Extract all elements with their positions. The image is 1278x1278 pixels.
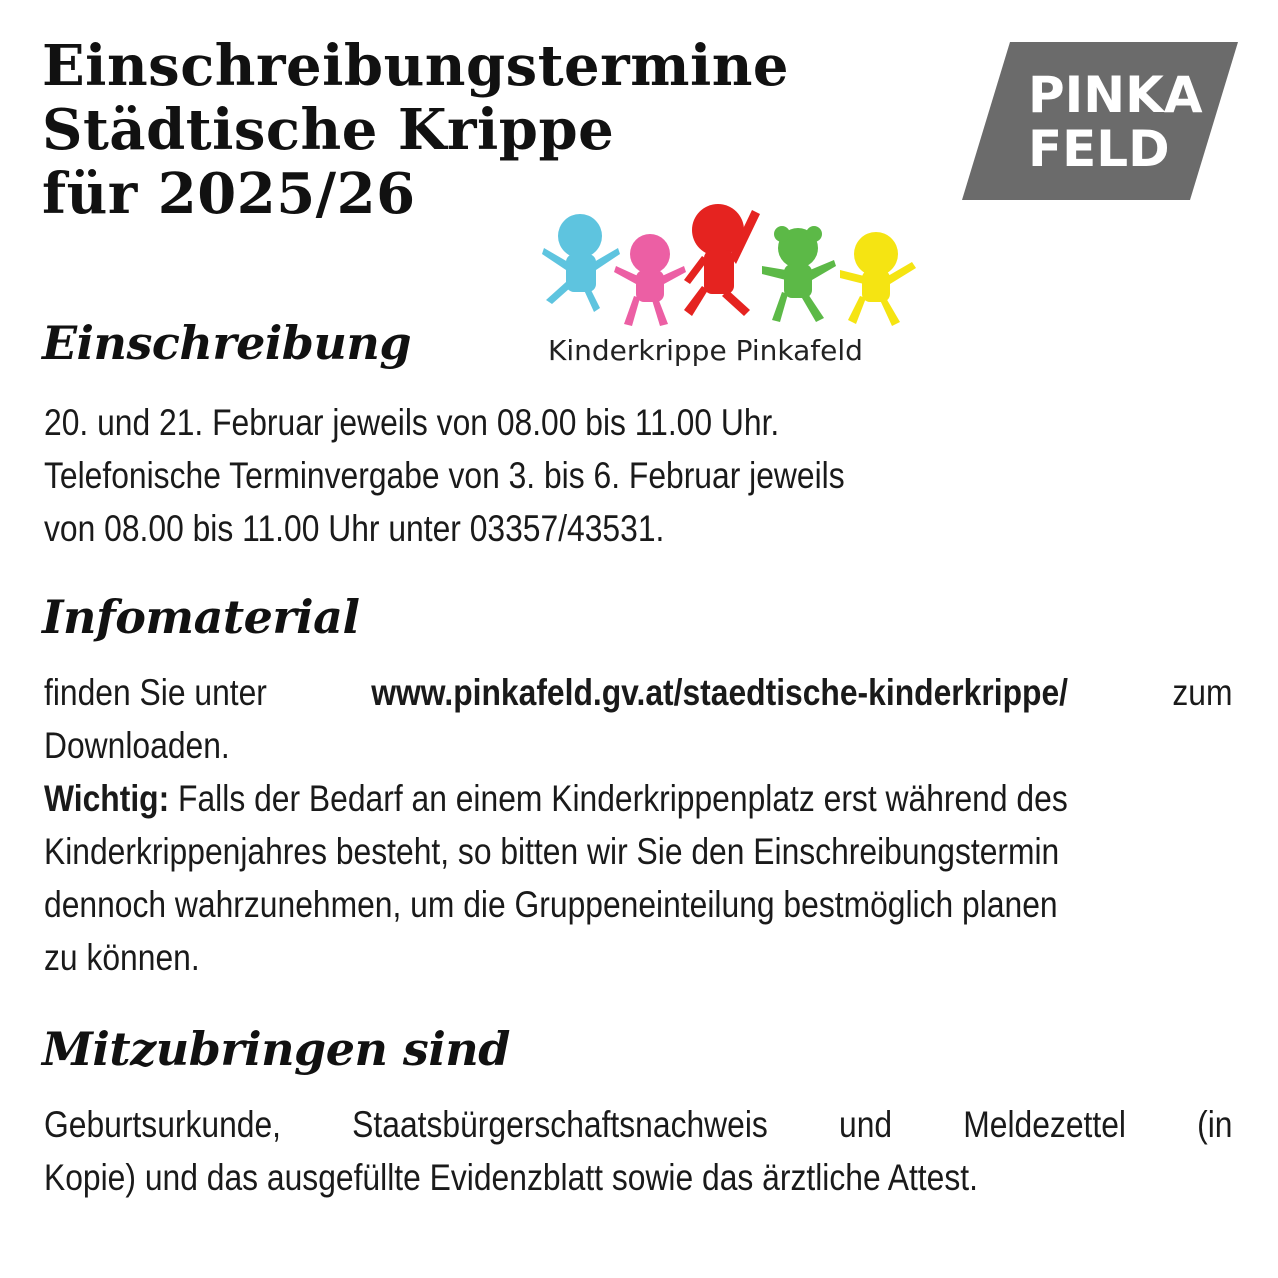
mitzubringen-text <box>44 1098 1233 1204</box>
child-figure-red <box>684 204 760 316</box>
infomaterial-text <box>44 666 1233 984</box>
title-line-3: für 2025/26 <box>42 161 416 227</box>
important-line-3: dennoch wahrzunehmen, um die Gruppeneinteilung bestmöglich planen <box>44 884 1058 925</box>
heading-infomaterial: Infomaterial <box>42 590 360 644</box>
important-line-2: Kinderkrippenjahres besteht, so bitten wir Sie den Einschreibungstermin <box>44 831 1060 872</box>
einschreibung-text <box>44 396 845 555</box>
kids-logo-caption: Kinderkrippe Pinkafeld <box>548 334 863 367</box>
logo-line-2: FELD <box>1028 120 1170 178</box>
important-line-1 <box>44 772 1233 825</box>
logo-line-1: PINKA <box>1028 66 1203 124</box>
title-line-2: Städtische Krippe <box>42 97 615 163</box>
heading-einschreibung: Einschreibung <box>42 316 412 370</box>
child-figure-blue <box>542 214 620 312</box>
child-figure-yellow <box>840 232 916 326</box>
important-label: Wichtig: <box>44 778 170 819</box>
title-line-1: Einschreibungstermine <box>42 33 790 99</box>
mitzubringen-line-1: Geburtsurkunde, Staatsbürgerschaftsnachweis und Meldezettel (in <box>44 1104 1233 1145</box>
page-title <box>42 34 789 226</box>
einschreibung-line-1: 20. und 21. Februar jeweils von 08.00 bis 11.00 Uhr. <box>44 402 780 443</box>
child-figure-pink <box>614 234 686 326</box>
mitzubringen-line-2: Kopie) und das ausgefüllte Evidenzblatt sowie das ärztliche Attest. <box>44 1157 978 1198</box>
pinkafeld-logo <box>962 42 1238 200</box>
einschreibung-line-3: von 08.00 bis 11.00 Uhr unter 03357/43531. <box>44 508 665 549</box>
einschreibung-line-2: Telefonische Terminvergabe von 3. bis 6. Februar jeweils <box>44 455 845 496</box>
infomaterial-intro-suffix: zum <box>1172 672 1233 713</box>
important-line-4: zu können. <box>44 937 200 978</box>
infomaterial-line-1 <box>44 666 1233 719</box>
infomaterial-line-2: Downloaden. <box>44 725 230 766</box>
infomaterial-url-link[interactable]: www.pinkafeld.gv.at/staedtische-kinderkrippe/ <box>371 672 1068 713</box>
infomaterial-intro-prefix: finden Sie unter <box>44 672 267 713</box>
child-figure-green <box>762 226 836 322</box>
heading-mitzubringen: Mitzubringen sind <box>42 1022 510 1076</box>
important-text-1: Falls der Bedarf an einem Kinderkrippenplatz erst während des <box>178 778 1068 819</box>
